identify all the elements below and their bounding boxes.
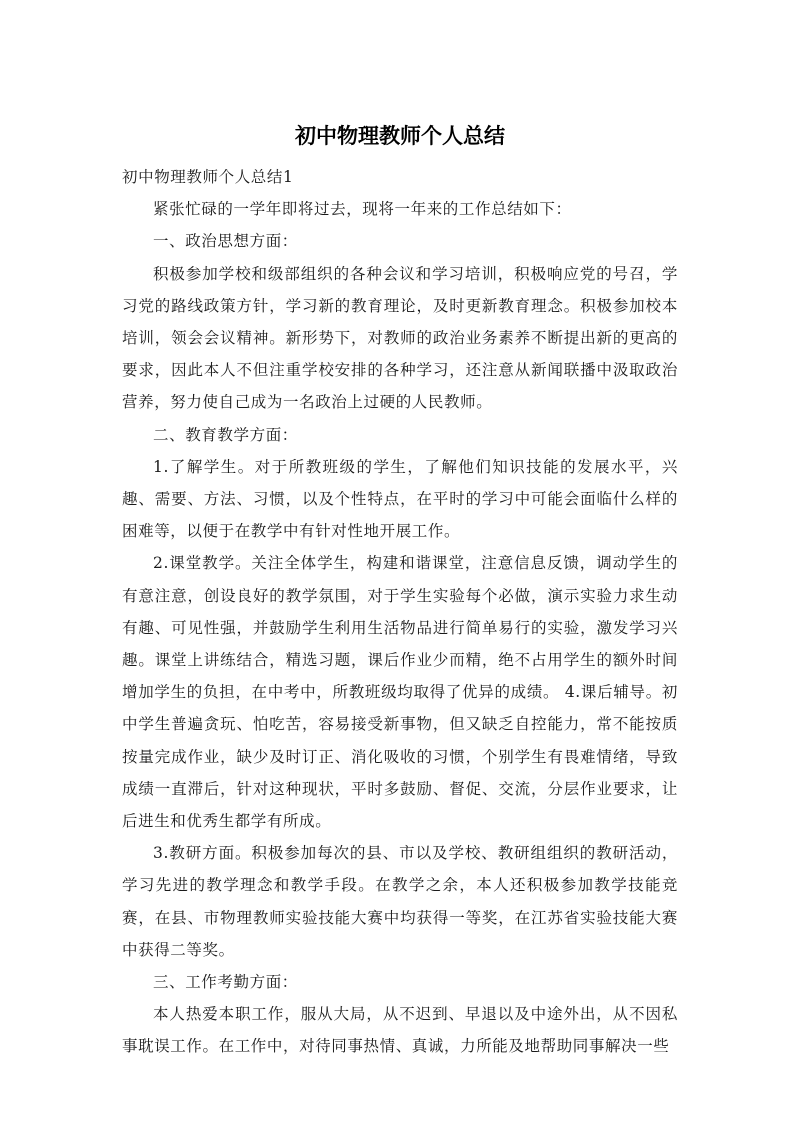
paragraph-politics: 积极参加学校和级部组织的各种会议和学习培训，积极响应党的号召，学习党的路线政策方针，学习新的教育理论，及时更新教育理念。积极参加校本培训，领会会议精神。新形势下，对教师的政治业务素养不断提出新的更高的要求，因此本人不但注重学校安排的各种学习，还注意从新闻联播中汲取政治营养，努力使自己成为一名政治上过硬的人民教师。 [122, 264, 678, 412]
paragraph-teaching-research: 3.教研方面。积极参加每次的县、市以及学校、教研组组织的教研活动，学习先进的教学理念和教学手段。在教学之余，本人还积极参加教学技能竞赛，在县、市物理教师实验技能大赛中均获得一等奖，在江苏省实验技能大赛中获得二等奖。 [122, 844, 678, 959]
document-title: 初中物理教师个人总结 [295, 124, 505, 148]
section-heading-attendance: 三、工作考勤方面： [153, 973, 298, 992]
paragraph-classroom-teaching: 2.课堂教学。关注全体学生，构建和谐课堂，注意信息反馈，调动学生的有意注意，创设良好的教学氛围，对于学生实验每个必做，演示实验力求生动有趣、可见性强，并鼓励学生利用生活物品进行简单易行的实验，激发学习兴趣。课堂上讲练结合，精选习题，课后作业少而精，绝不占用学生的额外时间增加学生的负担，在中考中，所教班级均取得了优异的成绩。 4.课后辅导。初中学生普遍贪玩、怕吃苦，容易接受新事物，但又缺乏自控能力，常不能按质按量完成作业，缺少及时订正、消化吸收的习惯，个别学生有畏难情绪，导致成绩一直滞后，针对这种现状，平时多鼓励、督促、交流，分层作业要求，让后进生和优秀生都学有所成。 [122, 554, 678, 831]
paragraph-attendance: 本人热爱本职工作，服从大局，从不迟到、早退以及中途外出，从不因私事耽误工作。在工作中，对待同事热情、真诚，力所能及地帮助同事解决一些 [122, 1005, 678, 1056]
section-heading-teaching: 二、教育教学方面： [153, 425, 298, 444]
document-body [122, 161, 678, 1063]
document-subtitle: 初中物理教师个人总结1 [122, 168, 294, 186]
paragraph-intro: 紧张忙碌的一学年即将过去，现将一年来的工作总结如下： [153, 200, 572, 219]
paragraph-understand-students: 1.了解学生。对于所教班级的学生，了解他们知识技能的发展水平，兴趣、需要、方法、习惯，以及个性特点，在平时的学习中可能会面临什么样的困难等，以便于在教学中有针对性地开展工作。 [122, 457, 678, 541]
section-heading-politics: 一、政治思想方面： [153, 232, 298, 251]
